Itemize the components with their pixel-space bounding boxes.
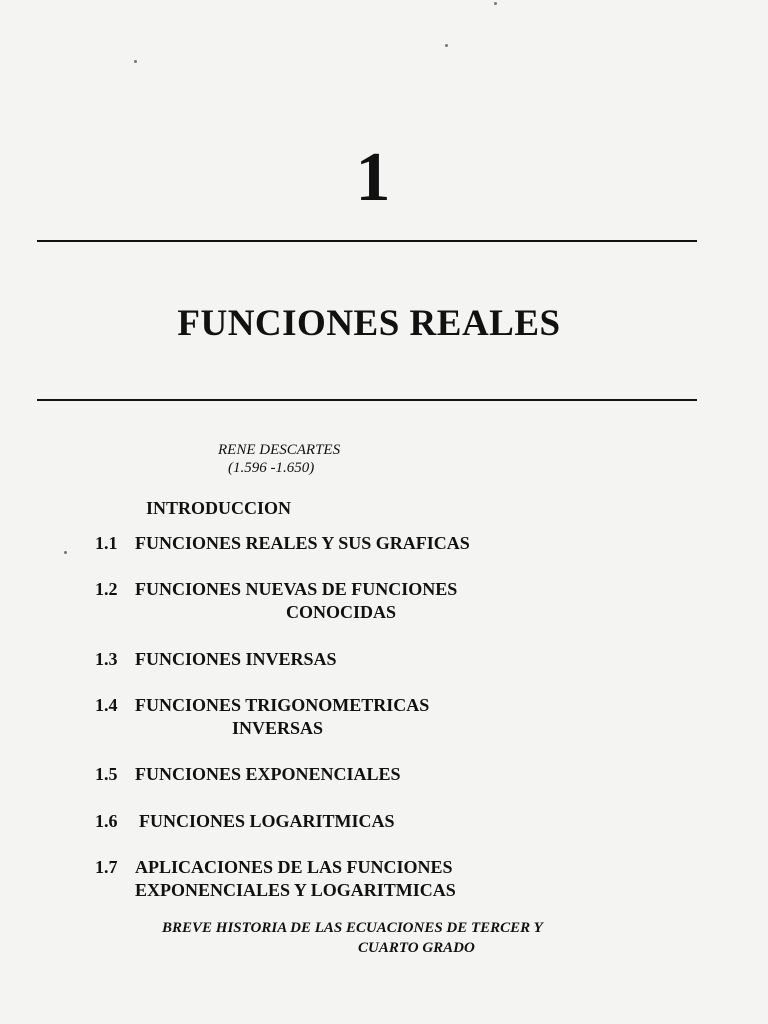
- scan-speck: [494, 2, 497, 5]
- scan-speck: [134, 60, 137, 63]
- toc-item-1-5: [95, 763, 401, 786]
- toc-item-title: FUNCIONES REALES Y SUS GRAFICAS: [135, 533, 470, 553]
- toc-item-title: FUNCIONES INVERSAS: [135, 649, 337, 669]
- toc-item-number: 1.2: [95, 579, 118, 599]
- author-name: RENE DESCARTES: [218, 442, 341, 458]
- history-note-line: CUARTO GRADO: [358, 940, 475, 956]
- toc-item-number: 1.1: [95, 533, 118, 553]
- history-note: [162, 918, 662, 958]
- toc-item-1-1: [95, 532, 470, 555]
- chapter-number: 1: [355, 139, 391, 216]
- toc-item-title-continued: EXPONENCIALES Y LOGARITMICAS: [135, 880, 456, 900]
- toc-item-1-7: [95, 856, 456, 902]
- toc-item-number: 1.5: [95, 764, 118, 784]
- scan-speck: [445, 44, 448, 47]
- toc-item-number: 1.3: [95, 649, 118, 669]
- top-divider: [37, 240, 697, 242]
- toc-item-1-4: [95, 694, 429, 740]
- toc-item-title: FUNCIONES TRIGONOMETRICAS: [135, 695, 430, 715]
- author-dates: (1.596 -1.650): [228, 460, 315, 476]
- toc-item-title: FUNCIONES NUEVAS DE FUNCIONES: [135, 579, 458, 599]
- toc-item-1-2: [95, 578, 457, 624]
- author-block: [218, 441, 340, 477]
- toc-item-title-continued: INVERSAS: [232, 718, 324, 738]
- toc-item-number: 1.6: [95, 811, 118, 831]
- toc-item-title: FUNCIONES LOGARITMICAS: [139, 811, 395, 831]
- history-note-line: BREVE HISTORIA DE LAS ECUACIONES DE TERCER Y: [162, 920, 543, 936]
- toc-item-title-continued: CONOCIDAS: [286, 602, 397, 622]
- toc-item-1-3: [95, 648, 337, 671]
- toc-introduction: INTRODUCCION: [146, 498, 292, 518]
- toc-item-title: APLICACIONES DE LAS FUNCIONES: [135, 857, 453, 877]
- toc-item-number: 1.7: [95, 857, 118, 877]
- bottom-divider: [37, 399, 697, 401]
- chapter-title: FUNCIONES REALES: [177, 303, 561, 344]
- scan-speck: [64, 551, 67, 554]
- toc-item-title: FUNCIONES EXPONENCIALES: [135, 764, 401, 784]
- toc-item-1-6: [95, 810, 395, 833]
- toc-item-number: 1.4: [95, 695, 118, 715]
